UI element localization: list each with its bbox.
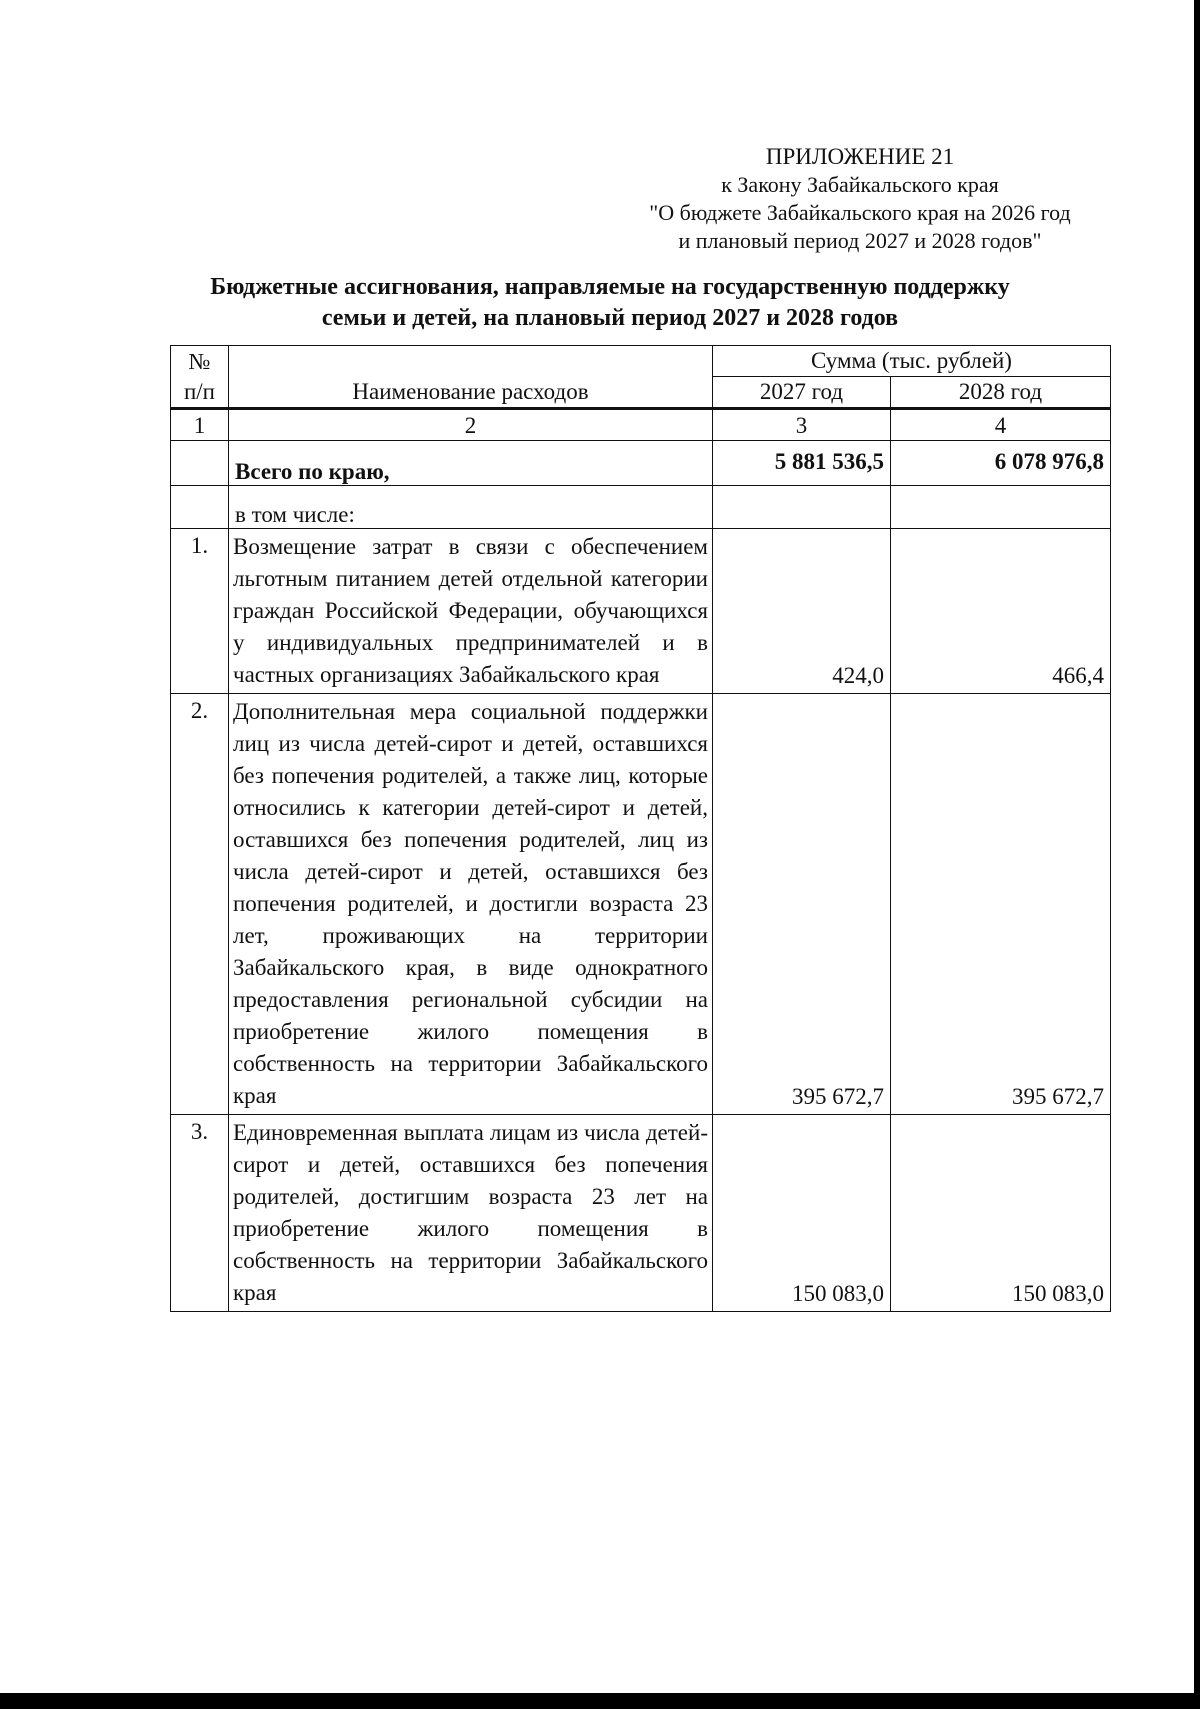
header-sum-cell: Сумма (тыс. рублей) <box>713 346 1111 377</box>
header-number-cell <box>171 346 229 409</box>
total-number-cell <box>171 441 229 486</box>
including-label: в том числе: <box>229 486 713 529</box>
column-index: 2 <box>229 409 713 441</box>
document-title-line2: семьи и детей, на плановый период 2027 и 2028 годов <box>321 305 899 331</box>
header-2027-cell: 2027 год <box>713 377 891 409</box>
row-2028-value: 395 672,7 <box>891 694 1111 1115</box>
row-number: 3. <box>171 1115 229 1312</box>
header-number-symbol: № <box>188 349 211 374</box>
column-index: 1 <box>171 409 229 441</box>
budget-table <box>170 345 1111 1312</box>
document-title-line1: Бюджетные ассигнования, направляемые на государственную поддержку <box>210 274 1010 300</box>
row-number: 1. <box>171 529 229 694</box>
total-2027-value: 5 881 536,5 <box>713 441 891 486</box>
header-row-1 <box>171 346 1111 377</box>
including-row <box>171 486 1111 529</box>
row-2028-value: 466,4 <box>891 529 1111 694</box>
total-2028-value: 6 078 976,8 <box>891 441 1111 486</box>
row-number: 2. <box>171 694 229 1115</box>
row-2027-value: 150 083,0 <box>713 1115 891 1312</box>
header-name-cell: Наименование расходов <box>229 346 713 409</box>
row-2028-value: 150 083,0 <box>891 1115 1111 1312</box>
table-row <box>171 1115 1111 1312</box>
including-2028-cell <box>891 486 1111 529</box>
row-name: Дополнительная мера социальной поддержки лиц из числа детей-сирот и детей, оставшихся без попечения родителей, а также лиц, которые относились к категории детей-сирот и детей, оставшихся без попечения родителей, лиц из числа детей-сирот и детей, оставшихся без попечения родителей, и достигли возраста 23 лет, проживающих на территории Забайкальского края, в виде однократного предоставления региональной субсидии на приобретение жилого помещения в собственность на территории Забайкальского края <box>229 694 713 1115</box>
row-name: Возмещение затрат в связи с обеспечением льготным питанием детей отдельной категории граждан Российской Федерации, обучающихся у индивидуальных предпринимателей и в частных организациях Забайкальского края <box>229 529 713 694</box>
table-row <box>171 529 1111 694</box>
appendix-law-title-line2: и плановый период 2027 и 2028 годов" <box>678 228 1042 253</box>
header-2028-cell: 2028 год <box>891 377 1111 409</box>
column-index: 3 <box>713 409 891 441</box>
header-number-abbrev: п/п <box>183 379 215 404</box>
table-row <box>171 694 1111 1115</box>
total-label: Всего по краю, <box>229 441 713 486</box>
document-title <box>130 272 1090 334</box>
appendix-header <box>600 143 1120 255</box>
appendix-law-title-line1: "О бюджете Забайкальского края на 2026 год <box>649 200 1071 225</box>
row-2027-value: 395 672,7 <box>713 694 891 1115</box>
column-index-row <box>171 409 1111 441</box>
total-row <box>171 441 1111 486</box>
appendix-law-line: к Закону Забайкальского края <box>721 172 999 197</box>
column-index: 4 <box>891 409 1111 441</box>
row-name: Единовременная выплата лицам из числа детей-сирот и детей, оставшихся без попечения родителей, достигшим возраста 23 лет на приобретение жилого помещения в собственность на территории Забайкальского края <box>229 1115 713 1312</box>
row-2027-value: 424,0 <box>713 529 891 694</box>
including-number-cell <box>171 486 229 529</box>
appendix-number: ПРИЛОЖЕНИЕ 21 <box>765 144 955 169</box>
scan-edge-right <box>1194 0 1200 1709</box>
including-2027-cell <box>713 486 891 529</box>
scan-edge-bottom <box>0 1693 1200 1709</box>
